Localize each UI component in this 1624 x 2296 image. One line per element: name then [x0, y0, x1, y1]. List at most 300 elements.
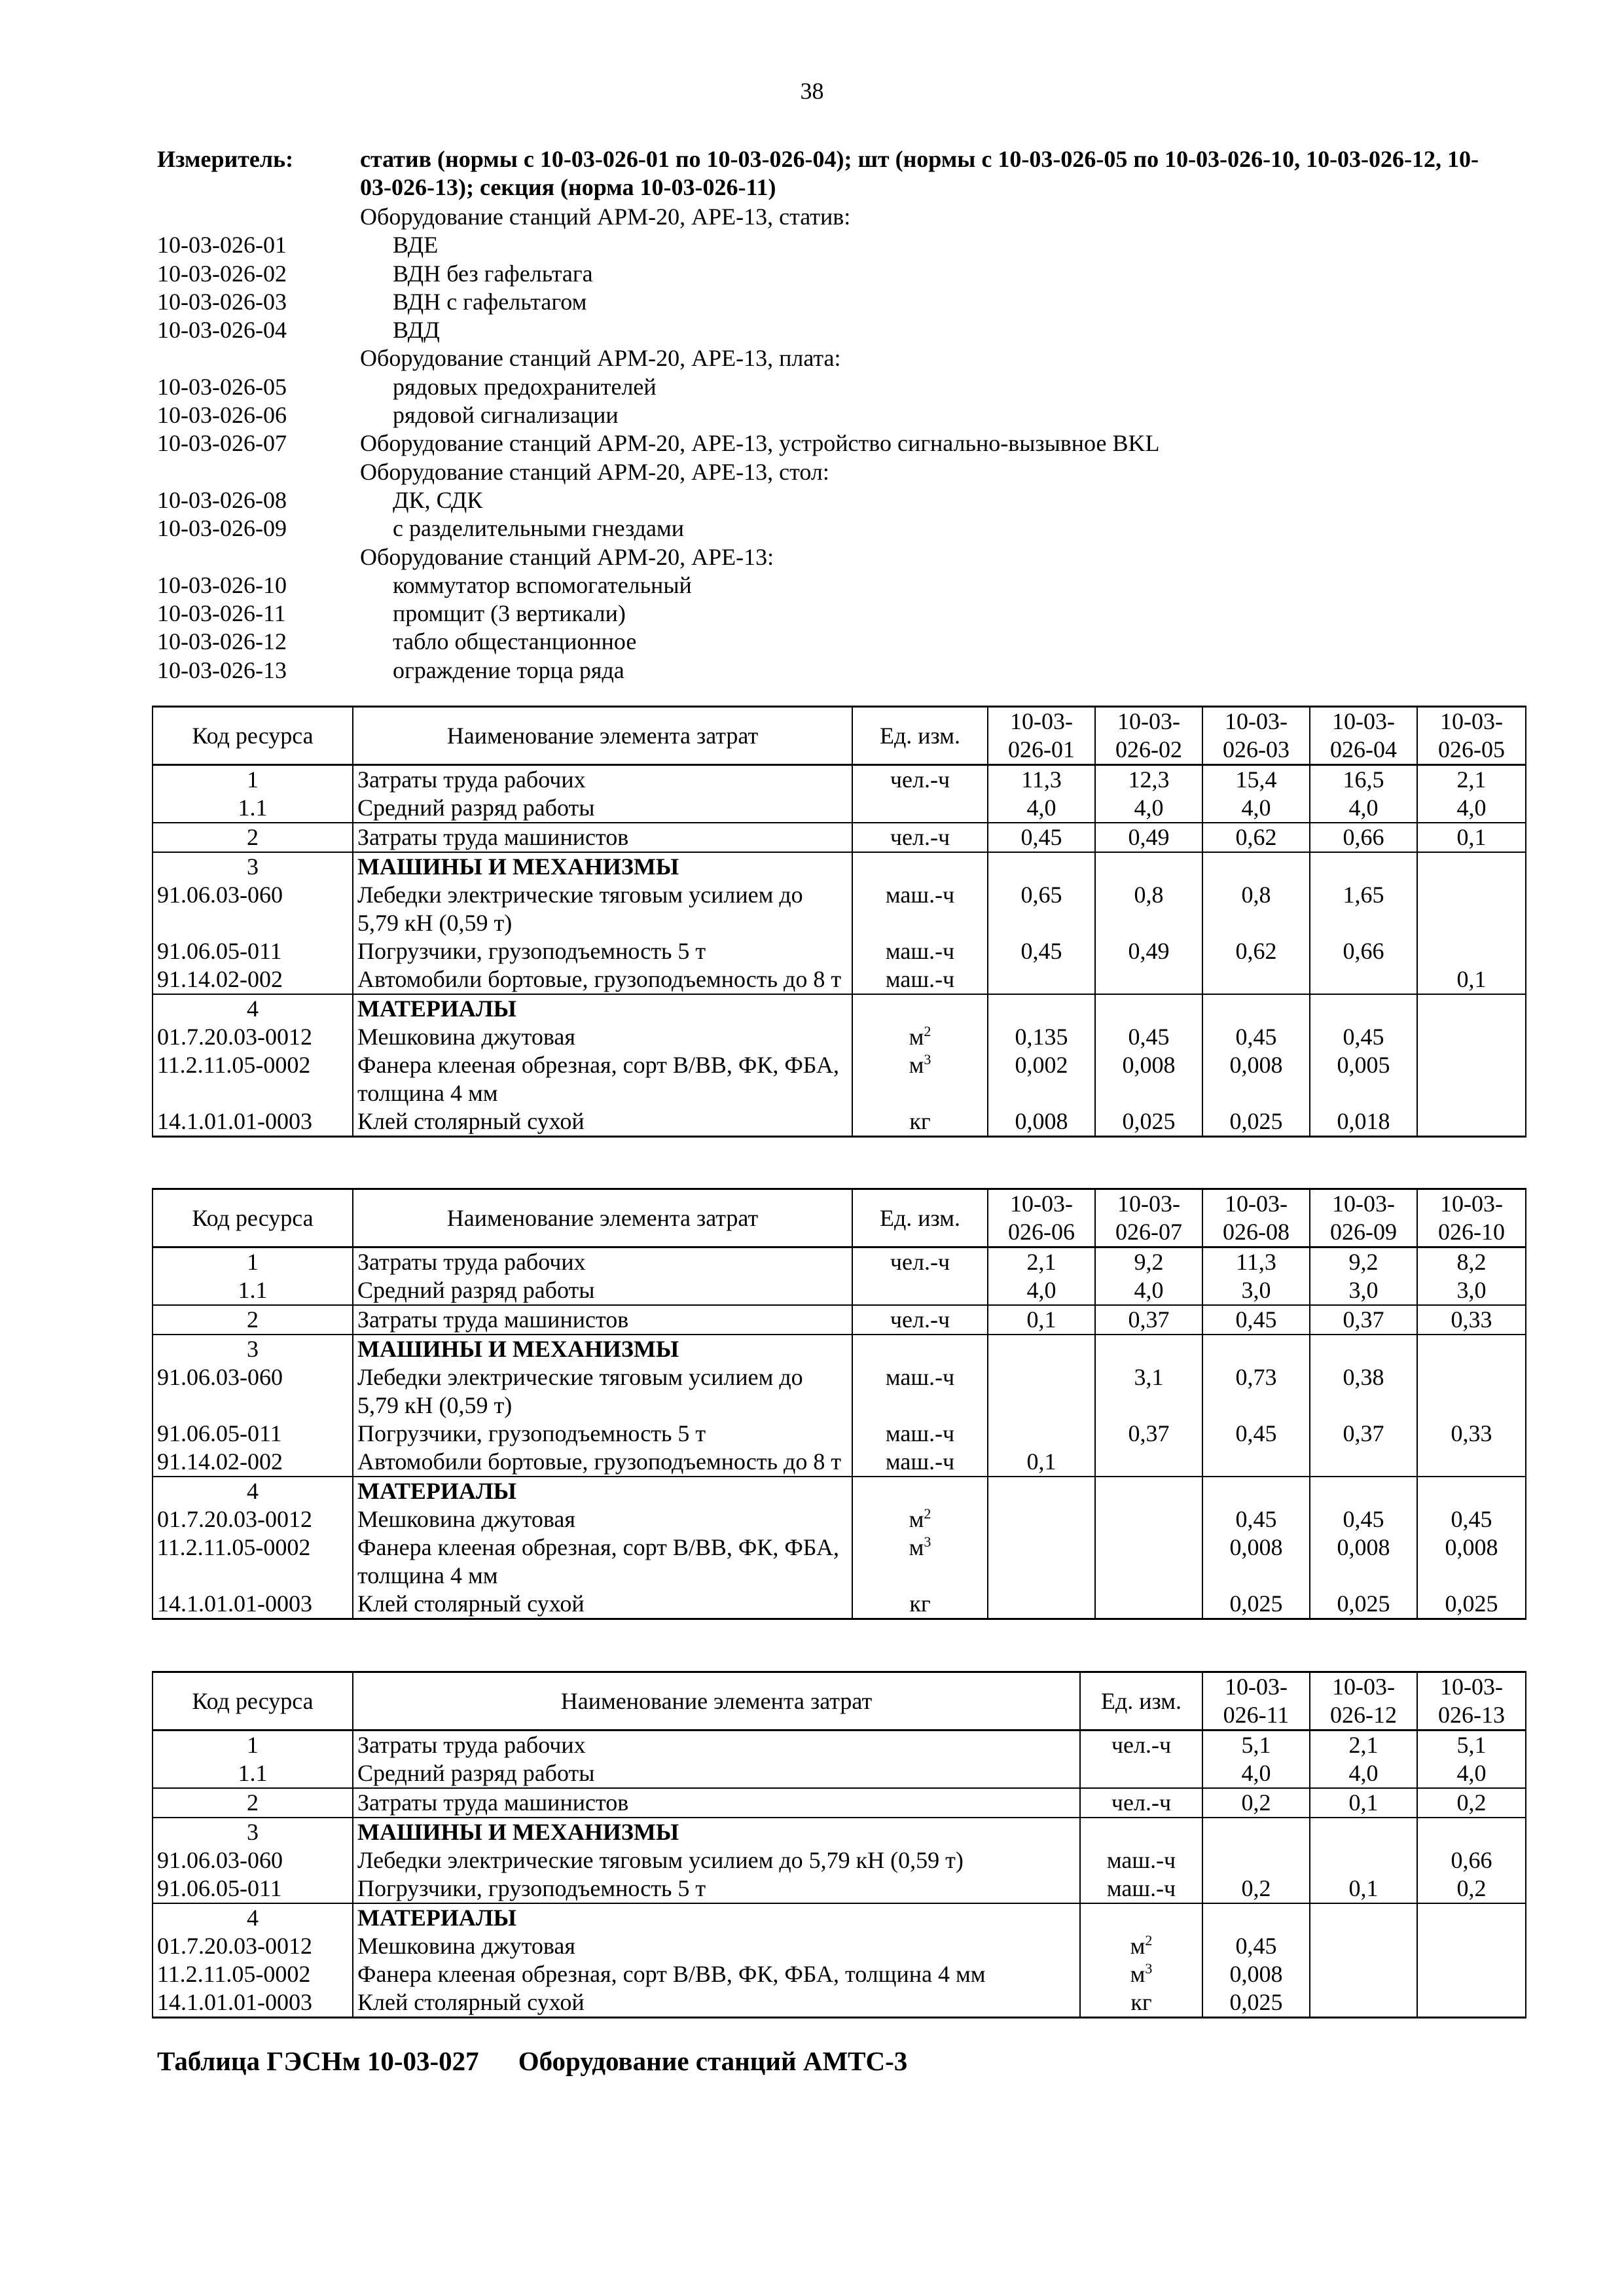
table-row: [153, 765, 1526, 795]
resource-value: [1095, 1534, 1202, 1590]
resource-value: [1417, 1023, 1526, 1051]
resource-value: [1202, 1335, 1310, 1363]
resource-value: 1,65: [1310, 881, 1417, 937]
norm-description: Оборудование станций АРМ-20, АРЕ-13, плата:: [360, 345, 841, 372]
resource-value: 0,45: [1310, 1023, 1417, 1051]
resource-code: 91.06.03-060: [153, 881, 353, 937]
header-code: Код ресурса: [153, 1672, 353, 1731]
resource-value: 0,37: [1310, 1305, 1417, 1335]
resource-code: 11.2.11.05-0002: [153, 1534, 353, 1590]
resource-unit: [852, 852, 988, 881]
resource-value: 0,002: [988, 1051, 1095, 1107]
norm-code-row: [157, 203, 1538, 231]
resource-value: 0,1: [1310, 1788, 1417, 1818]
resource-code: 14.1.01.01-0003: [153, 1988, 353, 2018]
table-row: [153, 1988, 1526, 2018]
resource-code: 3: [153, 1335, 353, 1363]
norm-code: 10-03-026-01: [157, 232, 287, 259]
resource-value: [988, 1534, 1095, 1590]
resource-name: Затраты труда рабочих: [353, 1247, 852, 1277]
resource-unit: [852, 994, 988, 1023]
norm-code: 10-03-026-08: [157, 486, 287, 513]
norm-code-row: [157, 458, 1538, 486]
resource-name: Лебедки электрические тяговым усилием до 5,79 кН (0,59 т): [353, 1363, 852, 1420]
resource-value: 0,025: [1310, 1590, 1417, 1619]
resource-value: [1095, 1477, 1202, 1505]
resource-value: [1310, 965, 1417, 994]
resource-value: 4,0: [1417, 1759, 1526, 1788]
norm-description: с разделительными гнездами: [393, 515, 685, 542]
norm-code: [157, 203, 360, 231]
resource-value: 0,008: [1202, 1960, 1310, 1988]
resource-value: [1417, 1932, 1526, 1960]
resource-value: 16,5: [1310, 765, 1417, 795]
resource-code: 2: [153, 1788, 353, 1818]
header-norm-column: 10-03- 026-13: [1417, 1672, 1526, 1731]
header-norm-column: 10-03- 026-08: [1202, 1189, 1310, 1247]
resource-value: 0,45: [1310, 1505, 1417, 1534]
norm-description: промщит (3 вертикали): [393, 600, 626, 627]
resource-value: 0,025: [1417, 1590, 1526, 1619]
resource-value: [1417, 1818, 1526, 1846]
resource-value: [1417, 994, 1526, 1023]
resource-code: 91.06.03-060: [153, 1846, 353, 1874]
norm-description: ВДН с гафельтагом: [393, 288, 587, 315]
resource-value: [988, 1363, 1095, 1420]
resource-value: [1310, 1988, 1417, 2018]
resource-code: 1: [153, 1247, 353, 1277]
norm-code-row: [157, 401, 1538, 429]
resource-value: [988, 1505, 1095, 1534]
norm-description: ВДЕ: [393, 232, 439, 259]
resource-code: 3: [153, 852, 353, 881]
resource-value: 9,2: [1095, 1247, 1202, 1277]
table-row: [153, 1276, 1526, 1305]
resource-value: [988, 1420, 1095, 1448]
table-row: [153, 1534, 1526, 1590]
resource-code: 01.7.20.03-0012: [153, 1023, 353, 1051]
resource-value: 0,1: [988, 1305, 1095, 1335]
resource-value: 4,0: [1310, 794, 1417, 823]
resource-value: [988, 1590, 1095, 1619]
resource-code: 01.7.20.03-0012: [153, 1932, 353, 1960]
resource-name: МАШИНЫ И МЕХАНИЗМЫ: [353, 1818, 1080, 1846]
resource-value: [1202, 1448, 1310, 1477]
resource-code: 2: [153, 823, 353, 852]
header-unit: Ед. изм.: [852, 1189, 988, 1247]
resource-value: [1310, 852, 1417, 881]
resource-unit: $м^3$: [852, 1534, 988, 1590]
resource-value: [1417, 1107, 1526, 1137]
norm-description: ВДН без гафельтага: [393, 260, 593, 287]
resource-name: Лебедки электрические тяговым усилием до 5,79 кН (0,59 т): [353, 1846, 1080, 1874]
resource-value: 0,008: [1417, 1534, 1526, 1590]
resource-name: Погрузчики, грузоподъемность 5 т: [353, 1420, 852, 1448]
norm-code: 10-03-026-02: [157, 260, 287, 287]
norm-code: 10-03-026-05: [157, 373, 287, 400]
resource-value: [1310, 1846, 1417, 1874]
resource-value: 0,1: [1417, 823, 1526, 852]
meter-block: [157, 145, 1538, 202]
resource-name: Погрузчики, грузоподъемность 5 т: [353, 1874, 1080, 1903]
norm-description: Оборудование станций АРМ-20, АРЕ-13, стол:: [360, 458, 829, 485]
resource-value: 0,025: [1202, 1988, 1310, 2018]
resource-unit: [1080, 1903, 1202, 1932]
resource-value: [1310, 1960, 1417, 1988]
header-norm-column: 10-03- 026-09: [1310, 1189, 1417, 1247]
table-row: [153, 1107, 1526, 1137]
resource-unit: маш.-ч: [852, 1448, 988, 1477]
header-norm-column: 10-03- 026-04: [1310, 707, 1417, 765]
resource-value: 0,2: [1202, 1874, 1310, 1903]
resource-table-1: [152, 706, 1526, 1138]
resource-value: [1417, 1988, 1526, 2018]
resource-code: 1: [153, 1731, 353, 1760]
table-row: [153, 1420, 1526, 1448]
resource-value: 2,1: [1310, 1731, 1417, 1760]
resource-value: [1202, 965, 1310, 994]
resource-value: 0,45: [988, 823, 1095, 852]
resource-unit: маш.-ч: [852, 881, 988, 937]
resource-value: [988, 852, 1095, 881]
resource-value: 0,62: [1202, 937, 1310, 965]
resource-value: 0,1: [1417, 965, 1526, 994]
resource-value: [1417, 1960, 1526, 1988]
resource-value: 0,45: [1202, 1305, 1310, 1335]
resource-value: 0,45: [1202, 1932, 1310, 1960]
table-header-row: [153, 1189, 1526, 1247]
resource-value: 4,0: [1417, 794, 1526, 823]
resource-value: [1202, 1477, 1310, 1505]
header-code: Код ресурса: [153, 1189, 353, 1247]
header-name: Наименование элемента затрат: [353, 1189, 852, 1247]
norm-code-row: [157, 288, 1538, 316]
norm-code: [157, 344, 360, 372]
resource-name: Средний разряд работы: [353, 1759, 1080, 1788]
resource-code: 1.1: [153, 1759, 353, 1788]
resource-value: 0,73: [1202, 1363, 1310, 1420]
norm-code-row: [157, 514, 1538, 543]
norm-codes-list: [157, 203, 1538, 685]
resource-code: 91.06.05-011: [153, 1420, 353, 1448]
resource-value: [1310, 1335, 1417, 1363]
resource-value: [1310, 994, 1417, 1023]
resource-name: Фанера клееная обрезная, сорт В/ВВ, ФК, ФБА, толщина 4 мм: [353, 1051, 852, 1107]
resource-code: 14.1.01.01-0003: [153, 1590, 353, 1619]
resource-name: Затраты труда машинистов: [353, 1788, 1080, 1818]
resource-value: [1310, 1448, 1417, 1477]
resource-value: 4,0: [1095, 794, 1202, 823]
table-row: [153, 1023, 1526, 1051]
norm-code: 10-03-026-06: [157, 402, 287, 429]
resource-code: 4: [153, 994, 353, 1023]
table-row: [153, 1363, 1526, 1420]
resource-value: 0,008: [1202, 1534, 1310, 1590]
resource-unit: маш.-ч: [1080, 1874, 1202, 1903]
norm-code-row: [157, 571, 1538, 600]
resource-name: Клей столярный сухой: [353, 1107, 852, 1137]
resource-unit: маш.-ч: [1080, 1846, 1202, 1874]
resource-value: [1095, 1590, 1202, 1619]
resource-value: [1417, 1448, 1526, 1477]
resource-name: Затраты труда рабочих: [353, 765, 852, 795]
resource-value: [1095, 965, 1202, 994]
norm-code: 10-03-026-10: [157, 571, 287, 598]
resource-code: 4: [153, 1477, 353, 1505]
resource-value: 0,005: [1310, 1051, 1417, 1107]
norm-code-row: [157, 628, 1538, 656]
resource-name: Мешковина джутовая: [353, 1932, 1080, 1960]
table-row: [153, 881, 1526, 937]
header-norm-column: 10-03- 026-01: [988, 707, 1095, 765]
resource-unit: маш.-ч: [852, 1420, 988, 1448]
resource-value: 2,1: [988, 1247, 1095, 1277]
header-name: Наименование элемента затрат: [353, 707, 852, 765]
norm-description: рядовой сигнализации: [393, 402, 619, 429]
norm-code: 10-03-026-03: [157, 288, 287, 315]
resource-value: 2,1: [1417, 765, 1526, 795]
resource-name: МАТЕРИАЛЫ: [353, 1477, 852, 1505]
resource-unit: чел.-ч: [1080, 1731, 1202, 1760]
norm-description: табло общестанционное: [393, 628, 637, 655]
resource-value: [1417, 1363, 1526, 1420]
resource-value: [1095, 1505, 1202, 1534]
resource-name: Затраты труда машинистов: [353, 823, 852, 852]
resource-value: 5,1: [1202, 1731, 1310, 1760]
resource-code: 4: [153, 1903, 353, 1932]
norm-code: 10-03-026-07: [157, 430, 287, 457]
table-row: [153, 1846, 1526, 1874]
resource-value: 3,0: [1417, 1276, 1526, 1305]
resource-name: МАТЕРИАЛЫ: [353, 994, 852, 1023]
resource-value: 0,37: [1095, 1420, 1202, 1448]
norm-code: [157, 458, 360, 486]
resource-value: 0,37: [1095, 1305, 1202, 1335]
resource-value: 0,62: [1202, 823, 1310, 852]
table-row: [153, 1960, 1526, 1988]
header-code: Код ресурса: [153, 707, 353, 765]
norm-code-row: [157, 543, 1538, 571]
norm-description: Оборудование станций АРМ-20, АРЕ-13:: [360, 543, 774, 570]
resource-value: 0,45: [1417, 1505, 1526, 1534]
page-number: 38: [800, 78, 824, 104]
resource-value: [988, 965, 1095, 994]
resource-value: 0,1: [1310, 1874, 1417, 1903]
resource-value: 4,0: [988, 794, 1095, 823]
table-row: [153, 1051, 1526, 1107]
header-norm-column: 10-03- 026-11: [1202, 1672, 1310, 1731]
resource-value: 0,66: [1310, 823, 1417, 852]
header-norm-column: 10-03- 026-10: [1417, 1189, 1526, 1247]
resource-value: 0,008: [1095, 1051, 1202, 1107]
resource-value: 0,66: [1417, 1846, 1526, 1874]
resource-value: 0,025: [1202, 1590, 1310, 1619]
resource-code: 91.06.05-011: [153, 1874, 353, 1903]
norm-code-row: [157, 260, 1538, 288]
table-row: [153, 1874, 1526, 1903]
resource-value: 0,45: [1202, 1505, 1310, 1534]
resource-value: 3,0: [1310, 1276, 1417, 1305]
table-row: [153, 1247, 1526, 1277]
resource-value: [988, 994, 1095, 1023]
resource-table-2: [152, 1188, 1526, 1620]
resource-value: [1417, 1051, 1526, 1107]
norm-code: 10-03-026-13: [157, 656, 287, 683]
resource-value: 8,2: [1417, 1247, 1526, 1277]
header-norm-column: 10-03- 026-07: [1095, 1189, 1202, 1247]
resource-value: [1417, 1903, 1526, 1932]
table-header-row: [153, 1672, 1526, 1731]
resource-value: 11,3: [1202, 1247, 1310, 1277]
resource-name: Средний разряд работы: [353, 1276, 852, 1305]
norm-code: 10-03-026-09: [157, 515, 287, 542]
resource-name: Автомобили бортовые, грузоподъемность до 8 т: [353, 1448, 852, 1477]
resource-value: 0,2: [1202, 1788, 1310, 1818]
resource-value: 3,1: [1095, 1363, 1202, 1420]
resource-value: [1202, 852, 1310, 881]
table-row: [153, 1305, 1526, 1335]
resource-unit: чел.-ч: [852, 765, 988, 795]
resource-unit: [852, 794, 988, 823]
meter-text-line1: статив (нормы с 10-03-026-01 по 10-03-026-04); шт (нормы с 10-03-026-05 по 10-03-026-10, 10-03-026-12, 10-: [360, 146, 1479, 172]
table-row: [153, 965, 1526, 994]
resource-value: 0,33: [1417, 1420, 1526, 1448]
resource-value: 0,2: [1417, 1874, 1526, 1903]
resource-value: [1095, 852, 1202, 881]
table-row: [153, 1335, 1526, 1363]
resource-unit: $м^3$: [1080, 1960, 1202, 1988]
resource-unit: кг: [852, 1107, 988, 1137]
resource-value: 15,4: [1202, 765, 1310, 795]
resource-name: Мешковина джутовая: [353, 1023, 852, 1051]
resource-code: 91.06.05-011: [153, 937, 353, 965]
resource-table-3: [152, 1671, 1526, 2018]
header-unit: Ед. изм.: [1080, 1672, 1202, 1731]
resource-value: 0,8: [1095, 881, 1202, 937]
resource-value: [1095, 1448, 1202, 1477]
header-norm-column: 10-03- 026-02: [1095, 707, 1202, 765]
resource-value: 0,33: [1417, 1305, 1526, 1335]
table-row: [153, 1731, 1526, 1760]
resource-value: 0,008: [988, 1107, 1095, 1137]
norm-code-row: [157, 231, 1538, 259]
table-row: [153, 1759, 1526, 1788]
resource-value: 0,45: [988, 937, 1095, 965]
resource-unit: чел.-ч: [1080, 1788, 1202, 1818]
resource-value: 0,45: [1202, 1420, 1310, 1448]
resource-name: МАШИНЫ И МЕХАНИЗМЫ: [353, 1335, 852, 1363]
resource-value: 0,008: [1202, 1051, 1310, 1107]
table-row: [153, 1903, 1526, 1932]
resource-value: 11,3: [988, 765, 1095, 795]
table-row: [153, 937, 1526, 965]
resource-code: 11.2.11.05-0002: [153, 1960, 353, 1988]
norm-code-row: [157, 656, 1538, 685]
resource-value: 3,0: [1202, 1276, 1310, 1305]
resource-name: Фанера клееная обрезная, сорт В/ВВ, ФК, ФБА, толщина 4 мм: [353, 1960, 1080, 1988]
norm-code-row: [157, 316, 1538, 344]
resource-name: Лебедки электрические тяговым усилием до 5,79 кН (0,59 т): [353, 881, 852, 937]
resource-value: 0,025: [1202, 1107, 1310, 1137]
norm-description: коммутатор вспомогательный: [393, 571, 692, 598]
table-row: [153, 1448, 1526, 1477]
norm-description: рядовых предохранителей: [393, 373, 657, 400]
resource-value: [988, 1335, 1095, 1363]
resource-unit: чел.-ч: [852, 823, 988, 852]
table-row: [153, 994, 1526, 1023]
resource-unit: $м^3$: [852, 1051, 988, 1107]
table-row: [153, 1932, 1526, 1960]
resource-value: [1310, 1932, 1417, 1960]
resource-unit: кг: [1080, 1988, 1202, 2018]
resource-name: МАТЕРИАЛЫ: [353, 1903, 1080, 1932]
norm-description: ограждение торца ряда: [393, 656, 624, 683]
resource-value: 0,1: [988, 1448, 1095, 1477]
resource-code: 01.7.20.03-0012: [153, 1505, 353, 1534]
resource-value: 4,0: [1310, 1759, 1417, 1788]
resource-unit: [852, 1477, 988, 1505]
resource-value: 0,49: [1095, 823, 1202, 852]
resource-value: 0,65: [988, 881, 1095, 937]
resource-value: 0,45: [1202, 1023, 1310, 1051]
resource-value: 12,3: [1095, 765, 1202, 795]
norm-code: [157, 543, 360, 571]
resource-unit: чел.-ч: [852, 1247, 988, 1277]
resource-value: [1202, 1903, 1310, 1932]
resource-value: 0,38: [1310, 1363, 1417, 1420]
resource-name: Затраты труда рабочих: [353, 1731, 1080, 1760]
table-row: [153, 1818, 1526, 1846]
resource-value: 0,37: [1310, 1420, 1417, 1448]
resource-value: [1417, 1477, 1526, 1505]
table-name: Оборудование станций АМТС-3: [518, 2046, 908, 2076]
norm-code: 10-03-026-04: [157, 317, 287, 344]
header-norm-column: 10-03- 026-03: [1202, 707, 1310, 765]
norm-code-row: [157, 344, 1538, 372]
norm-description: ВДД: [393, 317, 440, 344]
resource-code: 14.1.01.01-0003: [153, 1107, 353, 1137]
norm-description: Оборудование станций АРМ-20, АРЕ-13, статив:: [360, 204, 851, 230]
resource-code: 91.14.02-002: [153, 1448, 353, 1477]
resource-value: [1095, 994, 1202, 1023]
table-row: [153, 794, 1526, 823]
resource-name: Клей столярный сухой: [353, 1590, 852, 1619]
resource-value: [1417, 881, 1526, 937]
resource-value: 0,49: [1095, 937, 1202, 965]
meter-label: Измеритель:: [157, 146, 294, 172]
norm-code-row: [157, 600, 1538, 628]
table-header-row: [153, 707, 1526, 765]
resource-code: 91.06.03-060: [153, 1363, 353, 1420]
resource-value: [1310, 1818, 1417, 1846]
resource-name: Мешковина джутовая: [353, 1505, 852, 1534]
resource-unit: маш.-ч: [852, 1363, 988, 1420]
resource-unit: [1080, 1759, 1202, 1788]
resource-code: 11.2.11.05-0002: [153, 1051, 353, 1107]
resource-value: [1417, 1335, 1526, 1363]
resource-unit: маш.-ч: [852, 965, 988, 994]
norm-code: 10-03-026-11: [157, 600, 286, 627]
norm-code: 10-03-026-12: [157, 628, 287, 655]
resource-value: [1310, 1477, 1417, 1505]
table-row: [153, 1477, 1526, 1505]
resource-value: [988, 1477, 1095, 1505]
table-row: [153, 852, 1526, 881]
norm-code-row: [157, 429, 1538, 457]
header-norm-column: 10-03- 026-06: [988, 1189, 1095, 1247]
table-row: [153, 1505, 1526, 1534]
resource-unit: $м^2$: [1080, 1932, 1202, 1960]
